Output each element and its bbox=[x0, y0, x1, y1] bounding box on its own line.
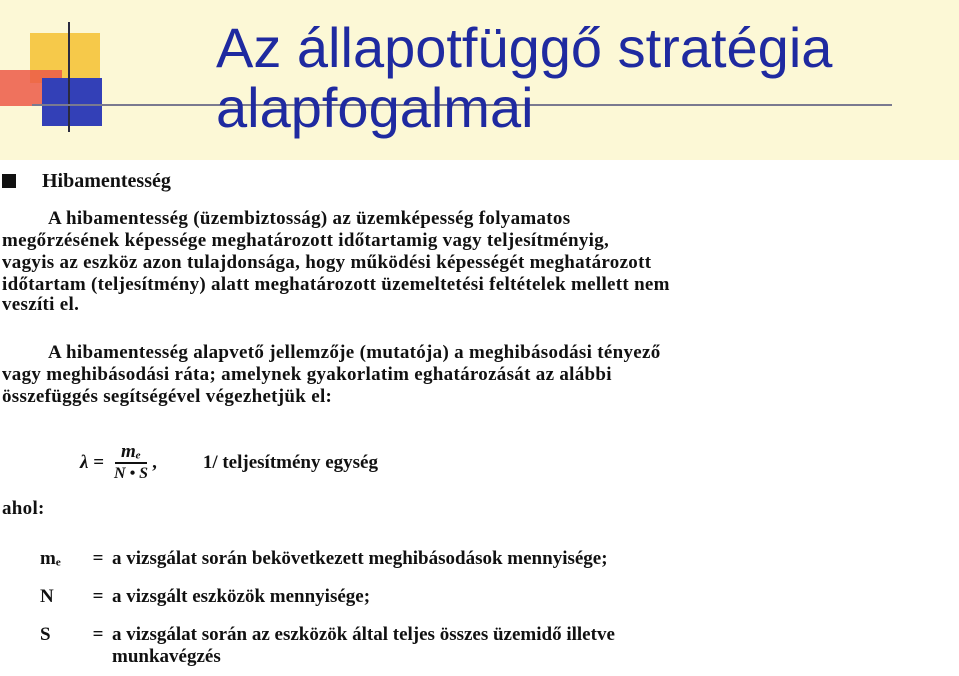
decor-vertical-line bbox=[68, 22, 70, 132]
paragraph1-line: veszíti el. bbox=[2, 294, 80, 315]
paragraph1-line: megőrzésének képessége meghatározott időtartamig vagy teljesítményig, bbox=[2, 230, 610, 251]
definition-eq: = bbox=[92, 548, 104, 569]
document-heading-text: Hibamentesség bbox=[42, 170, 171, 192]
definition-symbol: S bbox=[40, 624, 51, 645]
decor-blue-square bbox=[42, 78, 102, 126]
document-heading bbox=[2, 170, 171, 193]
bullet-icon bbox=[2, 174, 16, 188]
definition-symbol: mₑ bbox=[40, 548, 61, 569]
formula-separator: , bbox=[152, 452, 157, 473]
paragraph2-line: vagy meghibásodási ráta; amelynek gyakorlatim eghatározását az alábbi bbox=[2, 364, 612, 385]
definition-symbol: N bbox=[40, 586, 54, 607]
slide-title-line1: Az állapotfüggő stratégia bbox=[216, 16, 833, 79]
paragraph1-line: időtartam (teljesítmény) alatt meghatározott üzemeltetési feltételek mellett nem bbox=[2, 274, 670, 295]
definition-eq: = bbox=[92, 586, 104, 607]
where-label: ahol: bbox=[2, 498, 45, 519]
definition-eq: = bbox=[92, 624, 104, 645]
paragraph2-line: összefüggés segítségével végezhetjük el: bbox=[2, 386, 333, 407]
definition-text: a vizsgált eszközök mennyisége; bbox=[112, 586, 371, 607]
slide-title bbox=[216, 18, 832, 138]
paragraph1-line: A hibamentesség (üzembiztosság) az üzemképesség folyamatos bbox=[48, 208, 571, 229]
slide-title-line2: alapfogalmai bbox=[216, 76, 534, 139]
failure-rate-formula bbox=[80, 442, 378, 484]
formula-denominator: N • S bbox=[114, 465, 149, 482]
scanned-document bbox=[0, 160, 959, 676]
definition-row bbox=[40, 586, 370, 608]
definition-row bbox=[40, 548, 608, 570]
definition-text: a vizsgálat során bekövetkezett meghibásodások mennyisége; bbox=[112, 548, 608, 569]
paragraph1-line: vagyis az eszköz azon tulajdonsága, hogy működési képességét meghatározott bbox=[2, 252, 652, 273]
formula-unit: 1/ teljesítmény egység bbox=[202, 452, 378, 473]
paragraph2-line: A hibamentesség alapvető jellemzője (mutatója) a meghibásodási tényező bbox=[48, 342, 661, 363]
definition-continuation: munkavégzés bbox=[112, 646, 221, 667]
definition-text: a vizsgálat során az eszközök által teljes összes üzemidő illetve bbox=[112, 624, 615, 645]
formula-numerator: mₑ bbox=[115, 442, 147, 464]
formula-lhs: λ = bbox=[80, 452, 105, 473]
formula-fraction bbox=[114, 442, 148, 484]
title-band bbox=[0, 0, 959, 160]
definition-row bbox=[40, 624, 615, 646]
